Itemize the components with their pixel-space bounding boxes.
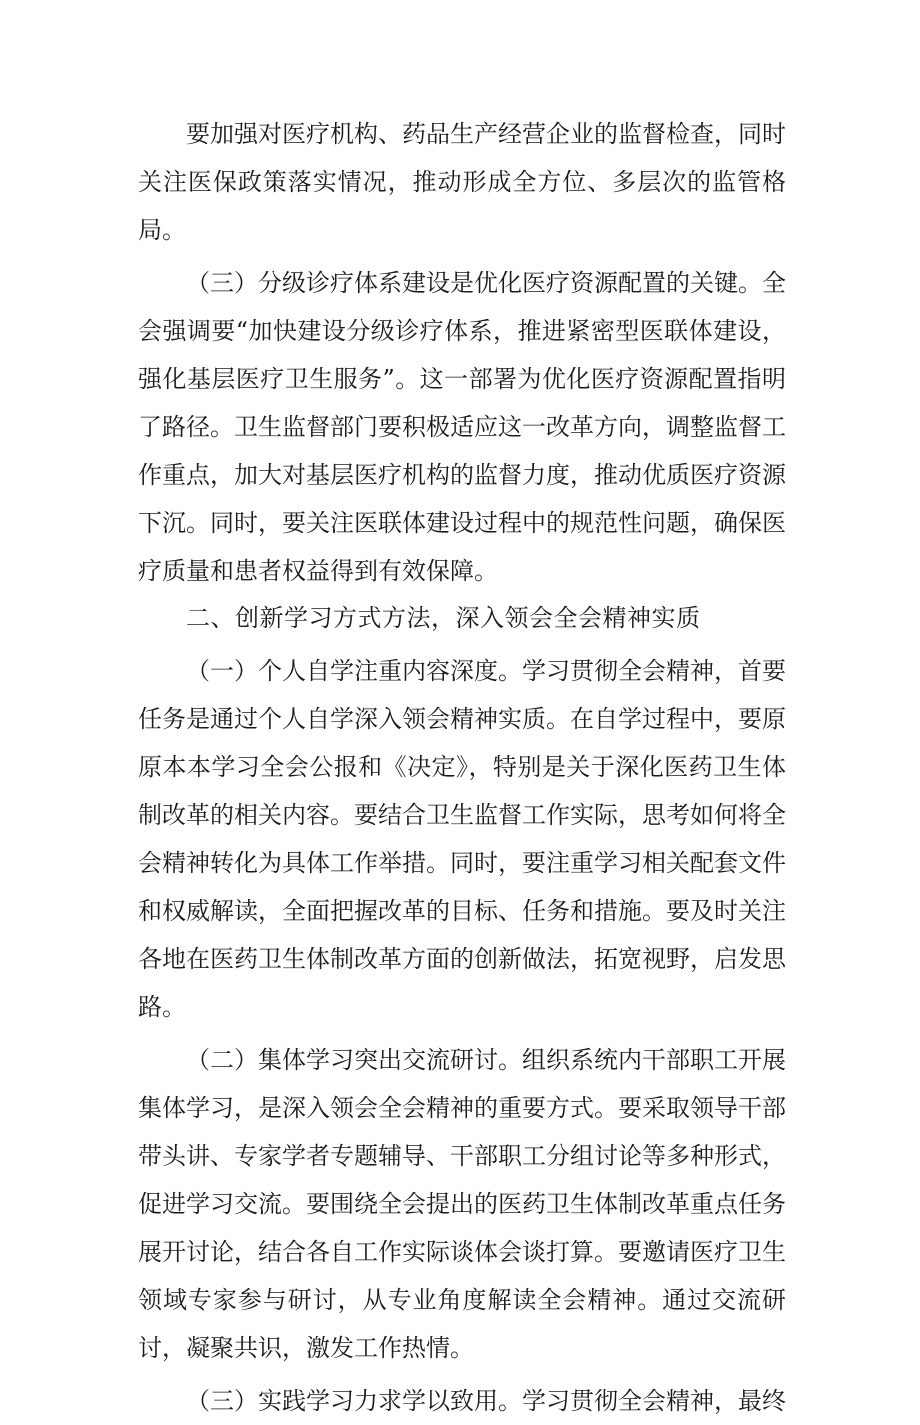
document-body [138,110,786,1425]
paragraph-3: （一）个人自学注重内容深度。学习贯彻全会精神，首要任务是通过个人自学深入领会精神实质。在自学过程中，要原原本本学习全会公报和《决定》，特别是关于深化医药卫生体制改革的相关内容。要结合卫生监督工作实际，思考如何将全会精神转化为具体工作举措。同时，要注重学习相关配套文件和权威解读，全面把握改革的目标、任务和措施。要及时关注各地在医药卫生体制改革方面的创新做法，拓宽视野，启发思路。 [138,657,786,1021]
paragraph-5: （三）实践学习力求学以致用。学习贯彻全会精神，最终 [186,1387,786,1415]
paragraph-1: 要加强对医疗机构、药品生产经营企业的监督检查，同时关注医保政策落实情况，推动形成全方位、多层次的监管格局。 [138,120,786,244]
paragraph-4: （二）集体学习突出交流研讨。组织系统内干部职工开展集体学习，是深入领会全会精神的重要方式。要采取领导干部带头讲、专家学者专题辅导、干部职工分组讨论等多种形式，促进学习交流。要围绕全会提出的医药卫生体制改革重点任务展开讨论，结合各自工作实际谈体会谈打算。要邀请医疗卫生领域专家参与研讨，从专业角度解读全会精神。通过交流研讨，凝聚共识，激发工作热情。 [138,1046,786,1362]
paragraph-2: （三）分级诊疗体系建设是优化医疗资源配置的关键。全会强调要“加快建设分级诊疗体系，推进紧密型医联体建设，强化基层医疗卫生服务”。这一部署为优化医疗资源配置指明了路径。卫生监督部门要积极适应这一改革方向，调整监督工作重点，加大对基层医疗机构的监督力度，推动优质医疗资源下沉。同时，要关注医联体建设过程中的规范性问题，确保医疗质量和患者权益得到有效保障。 [138,269,786,585]
section-heading: 二、创新学习方式方法，深入领会全会精神实质 [186,604,701,632]
